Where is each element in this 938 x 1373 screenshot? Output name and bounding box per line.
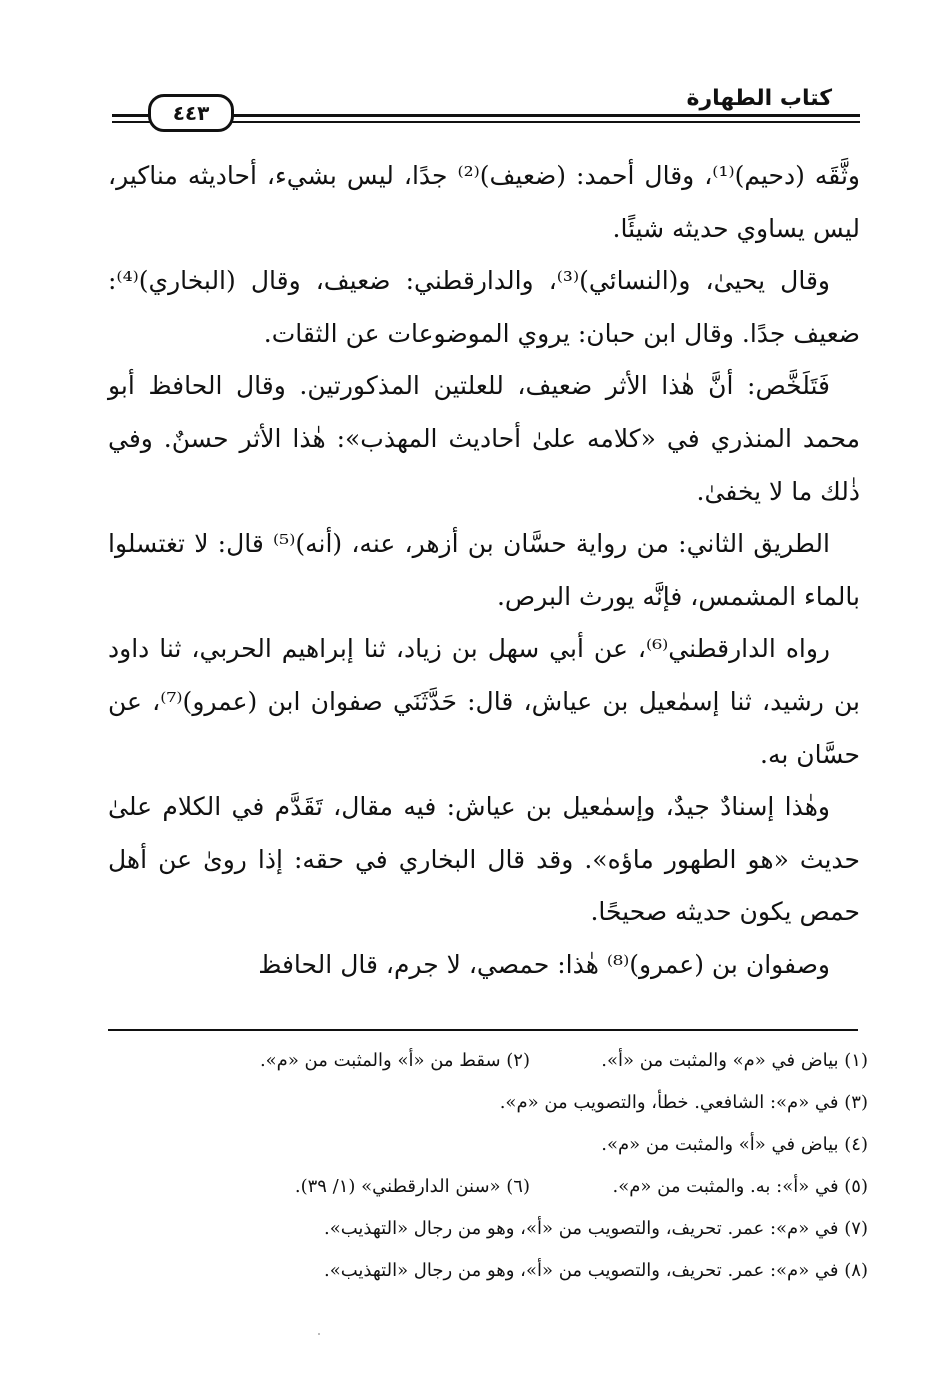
paragraph: رواه الدارقطني⁽⁶⁾، عن أبي سهل بن زياد، ثنا إبراهيم الحربي، ثنا داود بن رشيد، ثنا إسمٰعيل بن عياش، قال: حَدَّثَنَي صفوان ابن (عمرو)⁽⁷⁾، عن حسَّان به. [108,634,861,769]
footnote: (٣) في «م»: الشافعي. خطأ، والتصويب من «م». [499,1092,868,1113]
page-number-badge: ٤٤٣ [148,94,234,132]
paragraph: وصفوان بن (عمرو)⁽⁸⁾ هٰذا: حمصي، لا جرم، قال الحافظ [258,949,830,979]
footnote: (٧) في «م»: عمر. تحريف، والتصويب من «أ»، وهو من رجال «التهذيب». [323,1218,868,1239]
footnote: (١) بياض في «م» والمثبت من «أ». [601,1050,868,1071]
footnote-line [108,1082,868,1124]
paragraph: وقال يحيىٰ، و(النسائي)⁽³⁾، والدارقطني: ضعيف، وقال (البخاري)⁽⁴⁾: ضعيف جدًا. وقال ابن حبان: يروي الموضوعات عن الثقات. [108,266,860,348]
footnote: (٢) سقط من «أ» والمثبت من «م». [259,1050,530,1071]
chapter-title: كتاب الطهارة [686,86,832,111]
running-header [112,84,860,128]
footnote: (٥) في «أ»: به. والمثبت من «م». [612,1176,868,1197]
footnotes [108,1040,868,1292]
paragraph: الطريق الثاني: من رواية حسَّان بن أزهر، عنه، (أنه)⁽⁵⁾ قال: لا تغتسلوا بالماء المشمس، فإنَّه يورث البرص. [108,529,860,611]
main-text [108,150,860,992]
scan-speck [318,1333,320,1335]
footnote: (٦) «سنن الدارقطني» (١/ ٣٩). [294,1176,530,1197]
footnote-line [108,1124,868,1166]
paragraph: وثَّقَه (دحيم)⁽¹⁾، وقال أحمد: (ضعيف)⁽²⁾ جدًا، ليس بشيء، أحاديثه مناكير، ليس يساوي حديثه شيئًا. [108,161,860,243]
footnote-line [108,1208,868,1250]
footnote: (٤) بياض في «أ» والمثبت من «م». [601,1134,868,1155]
footnote-line [108,1166,868,1208]
footnote-line [108,1040,868,1082]
footnote: (٨) في «م»: عمر. تحريف، والتصويب من «أ»، وهو من رجال «التهذيب». [323,1260,868,1281]
paragraph: فَتَلَخَّص: أنَّ هٰذا الأثر ضعيف، للعلتين المذكورتين. وقال الحافظ أبو محمد المنذري في «كلامه علىٰ أحاديث المهذب»: هٰذا الأثر حسنٌ. وفي ذٰلك ما لا يخفىٰ. [108,371,860,506]
paragraph: وهٰذا إسنادٌ جيدٌ، وإسمٰعيل بن عياش: فيه مقال، تَقَدَّم في الكلام علىٰ حديث «هو الطهور ماؤه». وقد قال البخاري في حقه: إذا روىٰ عن أهل حمص يكون حديثه صحيحًا. [108,792,860,927]
footnote-line [108,1250,868,1292]
footnote-divider [108,1029,858,1031]
